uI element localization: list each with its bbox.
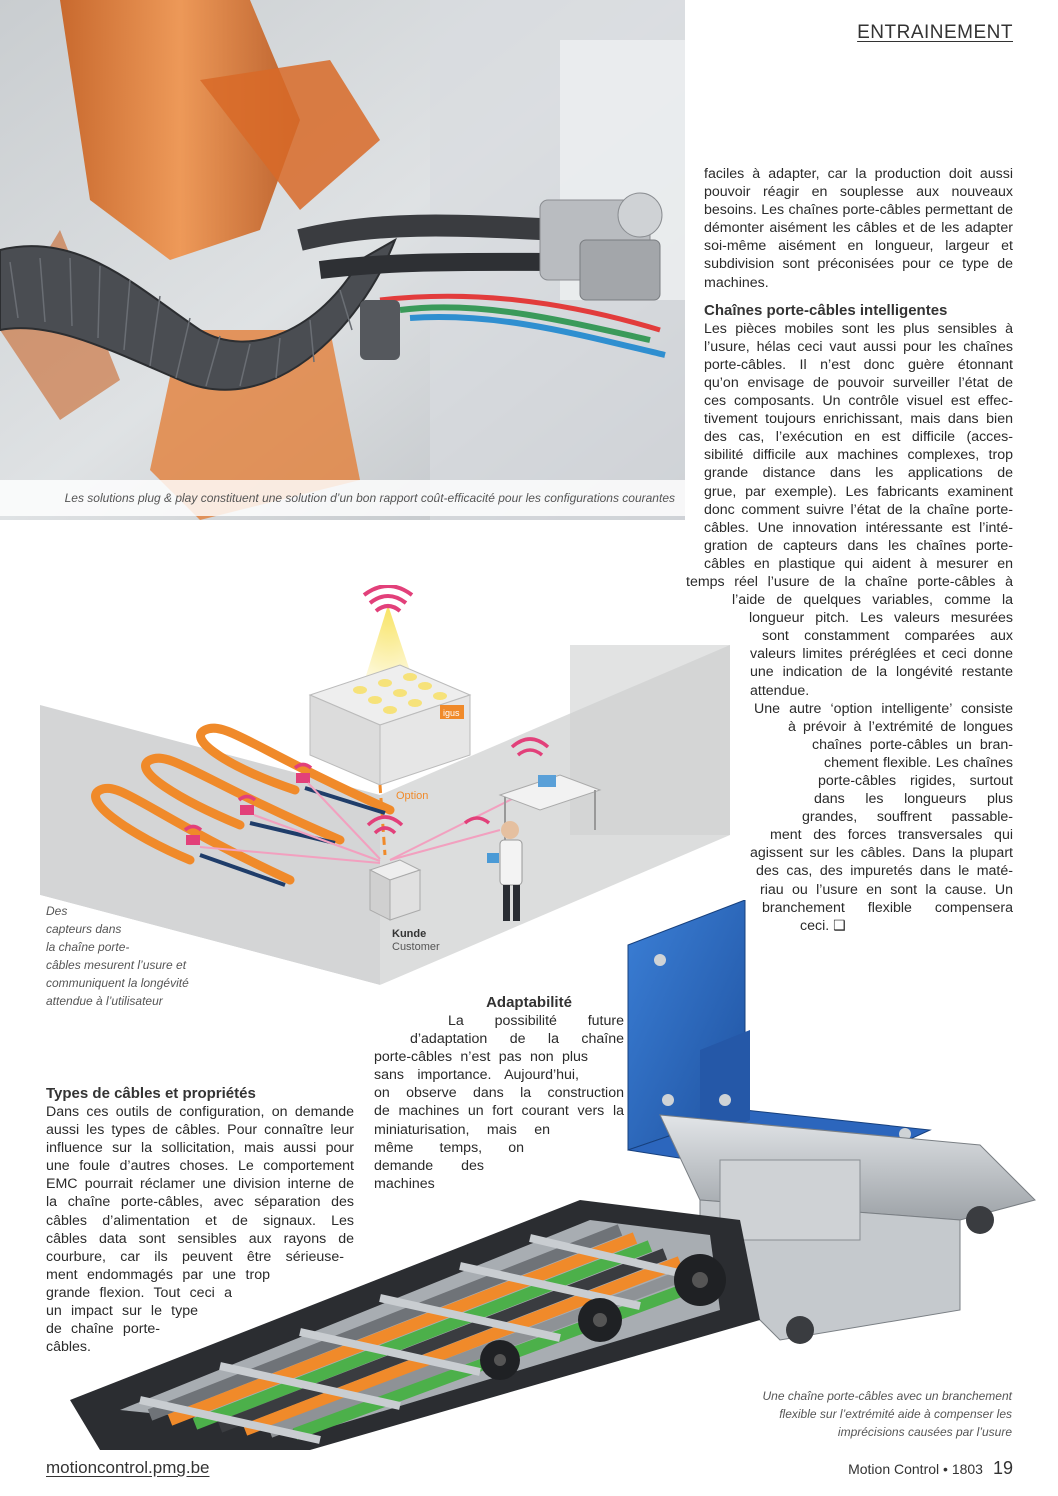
robot-photo-illustration xyxy=(0,0,685,520)
paragraph-line: La possibilité future xyxy=(448,1013,624,1029)
paragraph-line: de machines un fort courant vers la xyxy=(374,1103,624,1120)
igus-logo-text: igus xyxy=(443,708,460,718)
paragraph-line: grue, par exemple). Les fabricants examinent xyxy=(704,483,1013,500)
paragraph-line: de chaîne porte- xyxy=(46,1321,160,1338)
caption-line: communiquent la longévité xyxy=(46,976,189,990)
paragraph-line: demande des xyxy=(374,1157,484,1174)
paragraph-line: la chaîne porte-câbles, avec séparation des xyxy=(46,1194,354,1211)
paragraph-line: EMC pourrait réclamer une division interne de xyxy=(46,1176,354,1193)
page-number: 19 xyxy=(992,1458,1013,1478)
paragraph-line: chaînes porte-câbles un bran- xyxy=(812,736,1013,753)
paragraph-line: dans les longueurs plus xyxy=(814,791,1013,808)
caption-line: câbles mesurent l’usure et xyxy=(46,958,187,972)
paragraph-line: une foule d’autres choses. Le comportement xyxy=(46,1158,354,1175)
paragraph-line: temps réel l’usure de la chaîne porte-câbles à xyxy=(686,573,1013,590)
paragraph-line: miniaturisation, mais en xyxy=(374,1121,550,1138)
paragraph-line: porte-câbles. Il n’est donc guère étonnant xyxy=(704,356,1013,373)
kunde-label: Kunde xyxy=(392,928,427,940)
paragraph-line: des cas, des impuretés dans le maté- xyxy=(756,863,1013,880)
paragraph-line: agissent sur les câbles. Dans la plupart xyxy=(750,845,1013,862)
footer-website-link[interactable]: motioncontrol.pmg.be xyxy=(46,1458,210,1477)
paragraph-line: qu’on envisage de pouvoir surveiller l’état de xyxy=(704,374,1013,391)
section-label: ENTRAINEMENT xyxy=(857,22,1013,43)
caption-line: imprécisions causées par l’usure xyxy=(837,1425,1012,1439)
paragraph-line: des cas, l’exécution en est difficile (acces- xyxy=(704,429,1013,446)
paragraph-line: même temps, on xyxy=(374,1139,524,1156)
caption-line: la chaîne porte- xyxy=(46,940,130,954)
paragraph-line: ment des forces transversales qui xyxy=(770,827,1013,844)
caption-line: Une chaîne porte-câbles avec un branchement xyxy=(762,1389,1012,1403)
heading-types-cables: Types de câbles et propriétés xyxy=(46,1085,256,1102)
cable-chain-illustration xyxy=(60,900,1058,1450)
caption-line: Des xyxy=(46,904,68,918)
caption-line: flexible sur l’extrémité aide à compenser les xyxy=(779,1407,1012,1421)
option-label: Option xyxy=(396,790,429,802)
heading-intelligent-chains: Chaînes porte-câbles intelligentes xyxy=(704,301,948,319)
paragraph-line: Dans ces outils de configuration, on demande xyxy=(46,1104,354,1120)
paragraph-line: donc comment suivre l’état de la chaîne porte- xyxy=(704,501,1013,518)
cable-chain-photo xyxy=(60,900,1058,1450)
paragraph-line: valeurs limites préréglées et ceci donne xyxy=(750,646,1013,663)
caption-line: attendue à l’utilisateur xyxy=(46,994,163,1008)
intro-paragraph: faciles à adapter, car la production doit aussi pouvoir réagir en souplesse aux nouveaux besoins. Les chaînes porte-câbles permettant de démonter aisément les câbles et de les adapter soi-même aisément en longueur, largeur et subdivision sont préconisées pour ce type de machines. xyxy=(704,166,1013,291)
caption-line: capteurs dans xyxy=(46,922,122,936)
paragraph-line: grande distance dans les applications de xyxy=(704,465,1013,482)
paragraph-line: sans importance. Aujourd’hui, xyxy=(374,1067,579,1084)
paragraph-line: grande flexion. Tout ceci a xyxy=(46,1284,232,1301)
heading-adaptabilite: Adaptabilité xyxy=(486,994,572,1011)
paragraph-line: câbles data sont sensibles aux rayons de xyxy=(46,1230,354,1247)
paragraph-line: chement flexible. Les chaînes xyxy=(824,754,1013,771)
paragraph-line: Une autre ‘option intelligente’ consiste xyxy=(754,700,1013,717)
robot-photo xyxy=(0,0,685,520)
paragraph-line: longueur pitch. Les valeurs mesurées xyxy=(749,610,1013,627)
paragraph-line: à prévoir à l’extrémité de longues xyxy=(788,718,1013,735)
paragraph-line: tivement toujours enrichissant, mais dans bien xyxy=(704,411,1013,428)
paragraph-line: porte-câbles rigides, surtout xyxy=(818,773,1013,789)
robot-photo-caption xyxy=(0,480,685,516)
paragraph-line: câbles. xyxy=(46,1339,91,1356)
right-column xyxy=(686,165,1013,935)
paragraph-line: câbles. Une innovation intéressante est l’inté- xyxy=(704,519,1013,536)
paragraph-line: aussi les types de câbles. Pour connaître leur xyxy=(46,1122,354,1139)
footer-magazine xyxy=(848,1458,1013,1479)
paragraph-line: influence sur la sollicitation, mais aussi pour xyxy=(46,1140,354,1157)
paragraph-line: ceci. ❑ xyxy=(800,917,846,934)
paragraph-line: une indication de la longévité restante xyxy=(750,664,1013,681)
paragraph-line: un impact sur le type xyxy=(46,1303,198,1320)
paragraph-line: gration de capteurs dans les chaînes porte- xyxy=(704,537,1013,554)
paragraph-line: d’adaptation de la chaîne xyxy=(410,1031,624,1048)
paragraph-line: machines xyxy=(374,1175,435,1192)
paragraph-line: câbles en plastique qui aident à mesurer en xyxy=(704,555,1013,572)
paragraph-line: attendue. xyxy=(750,682,810,699)
paragraph-line: câbles d’alimentation et de signaux. Les xyxy=(46,1212,354,1229)
paragraph-line: l’aide de quelques variables, comme la xyxy=(732,592,1013,609)
paragraph-line: Les pièces mobiles sont les plus sensibles à xyxy=(704,320,1013,337)
paragraph-line: sont constamment comparées aux xyxy=(762,628,1013,645)
customer-label: Customer xyxy=(392,941,440,953)
footer-magazine-issue: Motion Control • 1803 xyxy=(848,1461,983,1477)
paragraph-line: on observe dans la construction xyxy=(374,1085,624,1102)
paragraph-line: branchement flexible compensera xyxy=(762,899,1013,916)
cable-chain-caption xyxy=(712,1387,1012,1441)
paragraph-intelligent-chains xyxy=(686,320,1013,700)
paragraph-line: ces composants. Un contrôle visuel est effec- xyxy=(704,393,1013,410)
paragraph-line: riau ou l’usure en sont la cause. Un xyxy=(760,881,1013,898)
paragraph-line: l’usure, hélas ceci vaut aussi pour les chaînes xyxy=(704,338,1013,355)
paragraph-line: grandes, souffrent passable- xyxy=(802,809,1013,826)
paragraph-line: sibilité difficile aux machines complexes, trop xyxy=(704,447,1013,464)
paragraph-line: courbure, car ils peuvent être sérieuse- xyxy=(46,1248,344,1265)
robot-photo-caption-text: Les solutions plug & play constituent une solution d’un bon rapport coût-efficacité pour les configurations courantes xyxy=(64,491,675,505)
paragraph-line: porte-câbles n’est pas non plus xyxy=(374,1049,588,1066)
paragraph-line: ment endommagés par une trop xyxy=(46,1266,270,1283)
